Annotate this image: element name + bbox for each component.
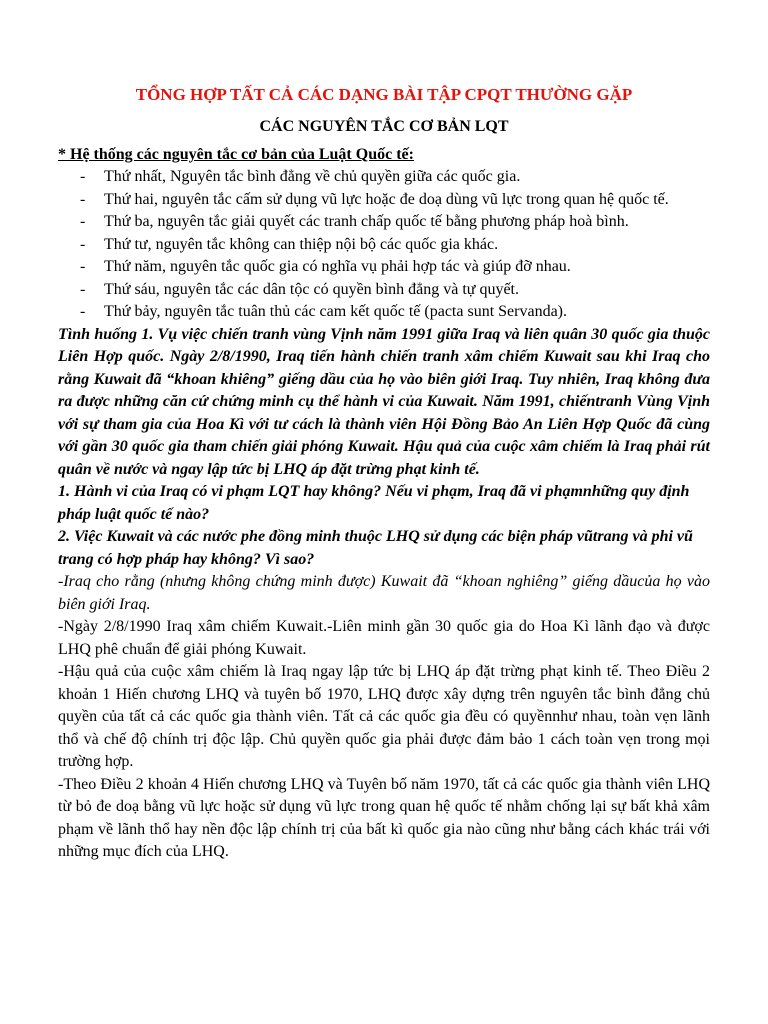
bullet-dash: - <box>80 213 86 230</box>
bullet-dash: - <box>80 190 86 208</box>
bullet-dash: - <box>80 280 86 298</box>
principles-heading: * Hệ thống các nguyên tắc cơ bản của Luật Quốc tế: <box>58 146 414 163</box>
principle-text: Thứ tư, nguyên tắc không can thiệp nội bộ các quốc gia khác. <box>104 235 499 253</box>
document-title: TỔNG HỢP TẤT CẢ CÁC DẠNG BÀI TẬP CPQT THƯỜNG GẶP <box>135 85 633 104</box>
principle-item <box>58 256 710 279</box>
principle-item <box>58 234 710 257</box>
question-1: 1. Hành vi của Iraq có vi phạm LQT hay không? Nếu vi phạm, Iraq đã vi phạmnhững quy định pháp luật quốc tế nào? <box>58 483 690 523</box>
principle-item <box>58 211 710 234</box>
principle-text: Thứ bảy, nguyên tắc tuân thủ các cam kết quốc tế (pacta sunt Servanda). <box>104 303 568 320</box>
principle-item <box>58 189 710 212</box>
principle-text: Thứ nhất, Nguyên tắc bình đẳng về chủ quyền giữa các quốc gia. <box>104 168 521 185</box>
principle-item <box>58 279 710 302</box>
document-page <box>58 84 710 864</box>
principle-text: Thứ sáu, nguyên tắc các dân tộc có quyền bình đẳng và tự quyết. <box>104 280 519 298</box>
principles-list <box>58 166 710 324</box>
situation-paragraph: Tình huống 1. Vụ việc chiến tranh vùng Vịnh năm 1991 giữa Iraq và liên quân 30 quốc gia thuộc Liên Hợp quốc. Ngày 2/8/1990, Iraq tiến hành chiến tranh xâm chiếm Kuwait sau khi Iraq cho rằng Kuwait đã “khoan khiêng” giếng dầu của họ vào biên giới Iraq. Tuy nhiên, Iraq không đưa ra được những căn cứ chứng minh cụ thể hành vi của Kuwait. Năm 1991, chiếntranh Vùng Vịnh với sự tham gia của Hoa Kì với tư cách là thành viên Hội Đồng Bảo An Liên Hợp Quốc đã cùng với gần 30 quốc gia tham chiến giải phóng Kuwait. Hậu quả của cuộc xâm chiếm là Iraq phải rút quân về nước và ngay lập tức bị LHQ áp đặt trừng phạt kinh tế. <box>58 325 710 478</box>
answer-paragraph-3: -Hậu quả của cuộc xâm chiếm là Iraq ngay lập tức bị LHQ áp đặt trừng phạt kinh tế. Theo Điều 2 khoản 1 Hiến chương LHQ và tuyên bố 1970, LHQ được xây dựng trên nguyên tắc bình đẳng chủ quyền của tất cả các quốc gia thành viên. Tất cả các quốc gia đều có quyềnnhư nhau, toàn vẹn lãnh thổ và chế độ chính trị độc lập. Chủ quyền quốc gia phải được đảm bảo 1 cách toàn vẹn trong mọi trường hợp. <box>58 663 710 770</box>
answer-paragraph-4: -Theo Điều 2 khoản 4 Hiến chương LHQ và Tuyên bố năm 1970, tất cả các quốc gia thành viên LHQ từ bỏ đe doạ bằng vũ lực hoặc sử dụng vũ lực trong quan hệ quốc tế nhằm chống lại sự bất khả xâm phạm về lãnh thổ hay nền độc lập chính trị của bất kì quốc gia nào cũng như bằng cách khác trái với những mục đích của LHQ. <box>58 775 710 860</box>
section-title: CÁC NGUYÊN TẮC CƠ BẢN LQT <box>259 118 509 135</box>
answer-paragraph-2: -Ngày 2/8/1990 Iraq xâm chiếm Kuwait.-Liên minh gần 30 quốc gia do Hoa Kì lãnh đạo và được LHQ phê chuẩn để giải phóng Kuwait. <box>58 618 710 658</box>
principle-item <box>58 166 710 189</box>
principle-item <box>58 301 710 324</box>
answer-paragraph-1: -Iraq cho rằng (nhưng không chứng minh được) Kuwait đã “khoan nghiêng” giếng dầucủa họ vào biên giới Iraq. <box>58 573 710 613</box>
bullet-dash: - <box>80 258 86 275</box>
bullet-dash: - <box>80 168 86 185</box>
principle-text: Thứ năm, nguyên tắc quốc gia có nghĩa vụ phải hợp tác và giúp đỡ nhau. <box>104 258 571 275</box>
bullet-dash: - <box>80 303 86 320</box>
question-2: 2. Việc Kuwait và các nước phe đồng minh thuộc LHQ sử dụng các biện pháp vũtrang và phi vũ trang có hợp pháp hay không? Vì sao? <box>58 528 693 568</box>
principle-text: Thứ ba, nguyên tắc giải quyết các tranh chấp quốc tế bằng phương pháp hoà bình. <box>104 213 629 230</box>
bullet-dash: - <box>80 235 86 253</box>
principle-text: Thứ hai, nguyên tắc cấm sử dụng vũ lực hoặc đe doạ dùng vũ lực trong quan hệ quốc tế. <box>104 190 669 208</box>
